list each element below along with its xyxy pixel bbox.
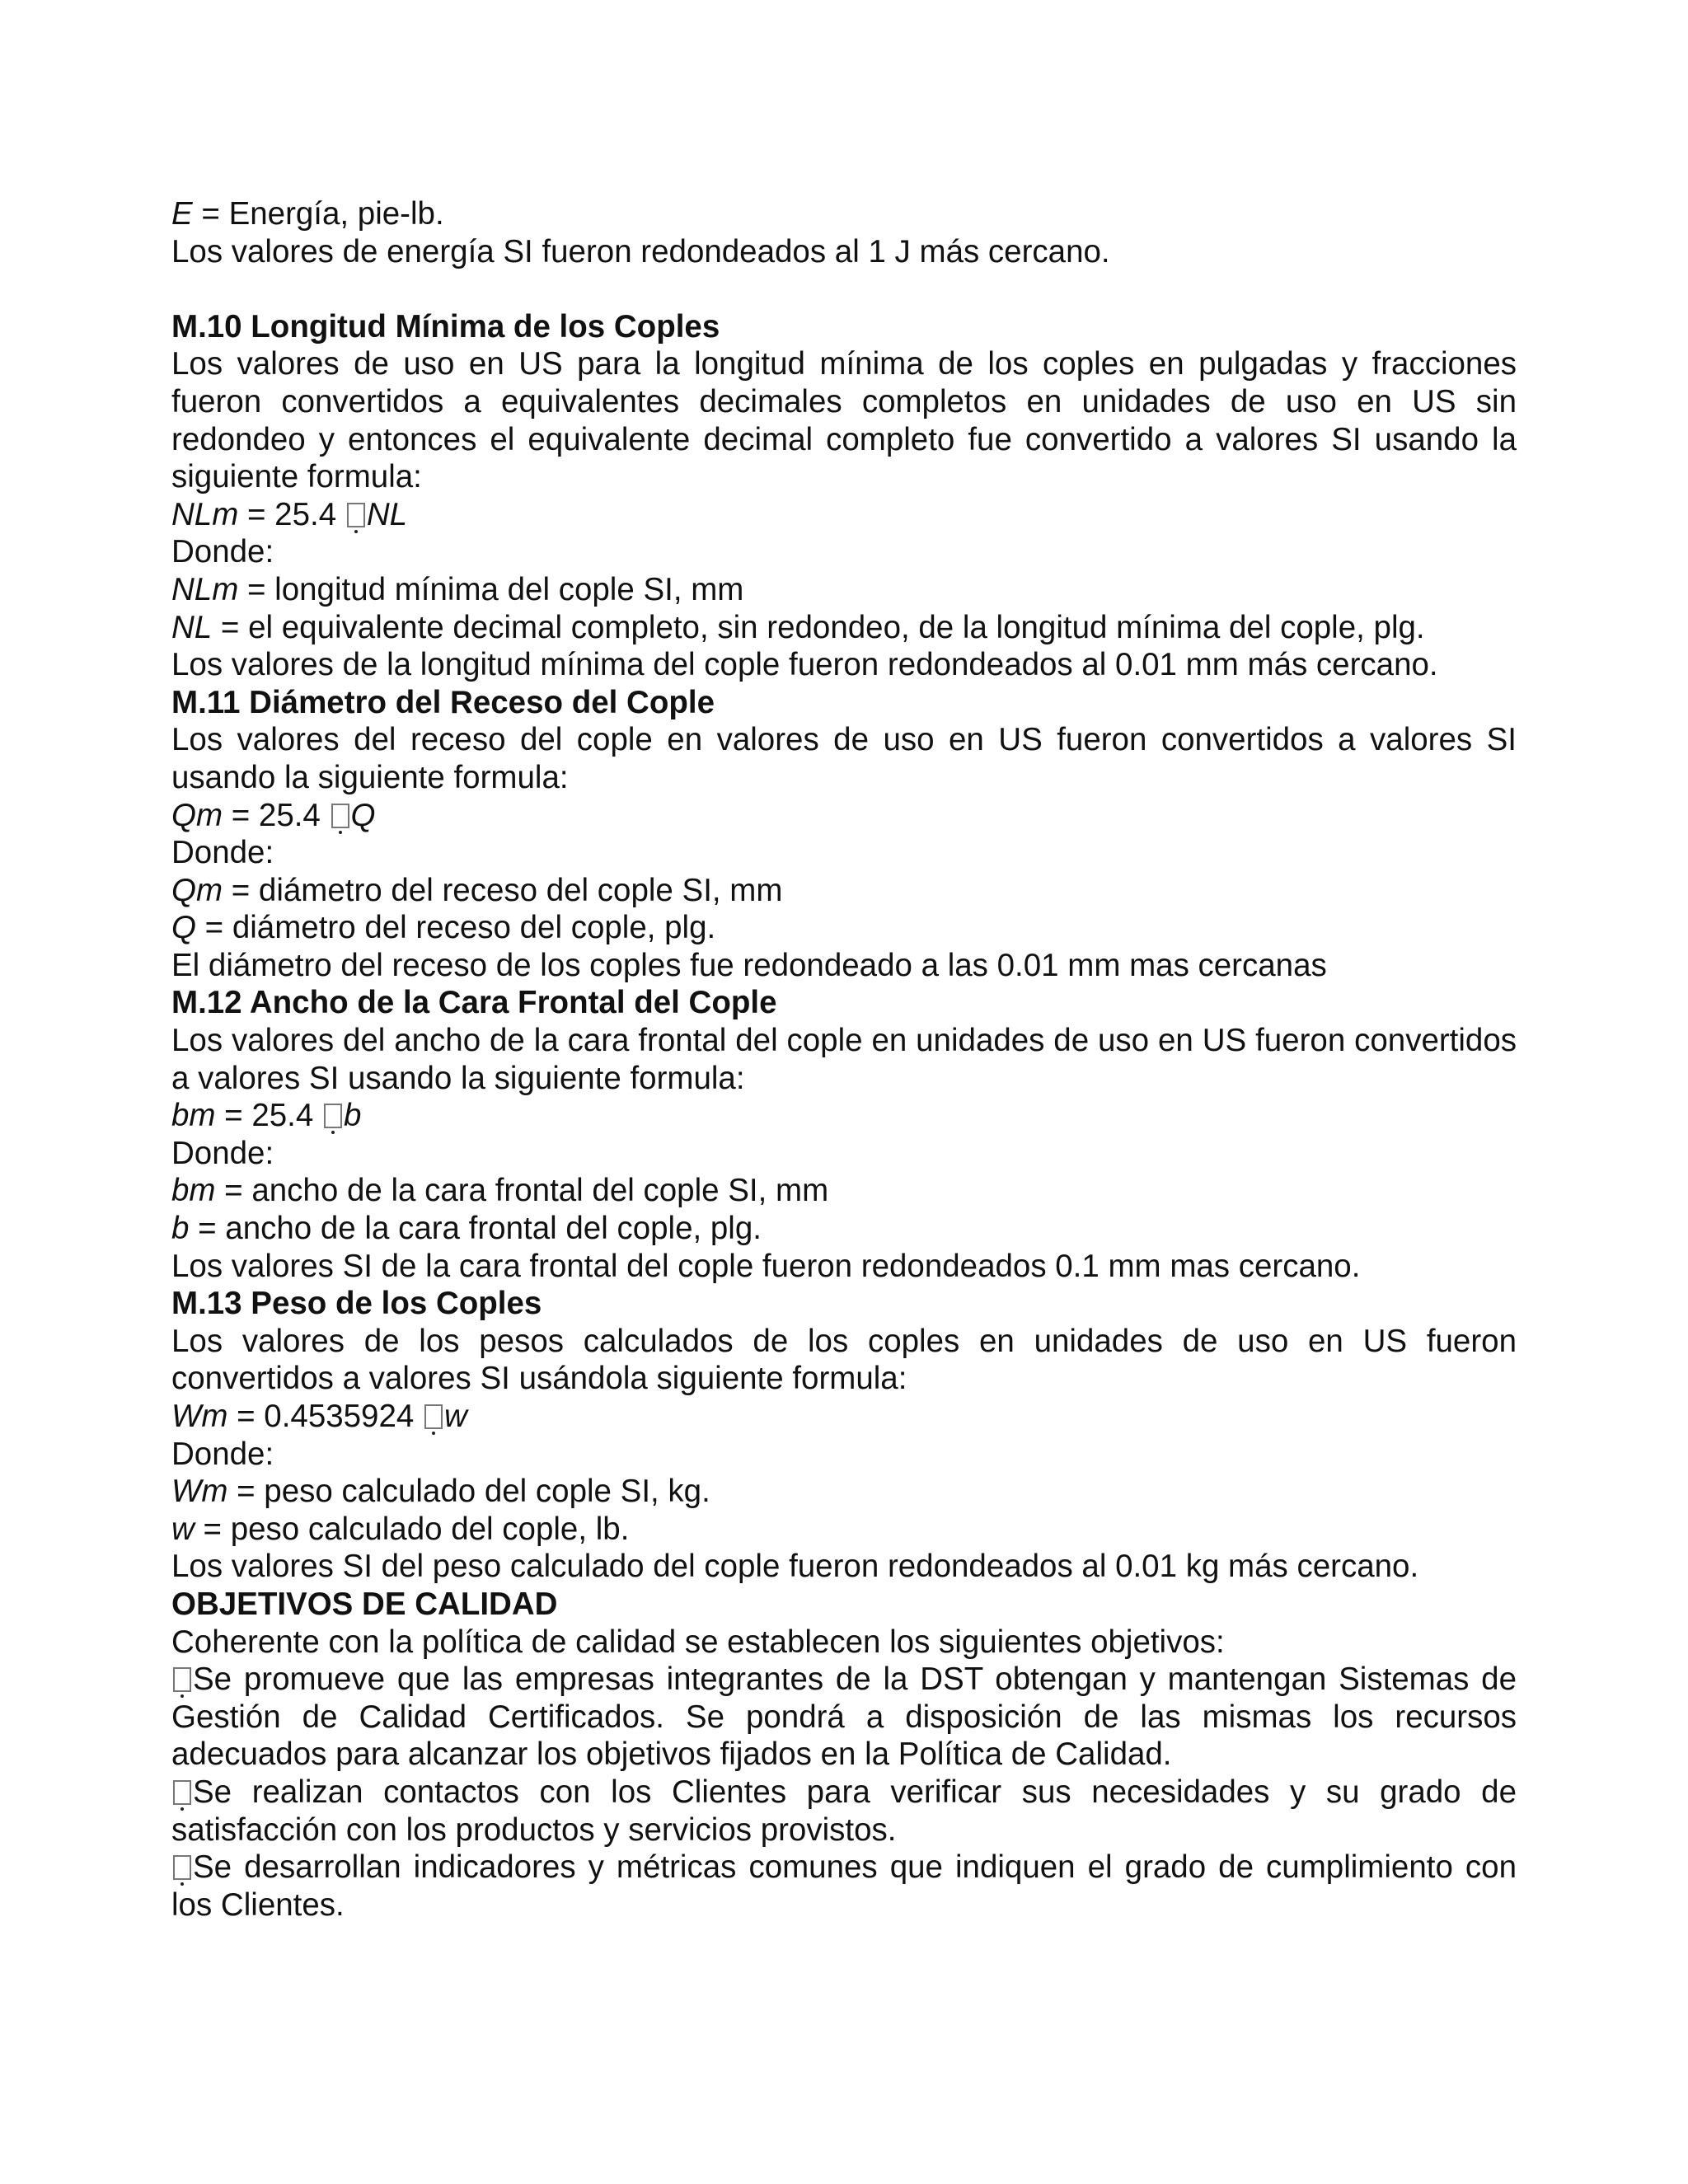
energy-definition <box>171 195 1517 233</box>
quality-intro: Coherente con la política de calidad se establecen los siguientes objetivos: <box>171 1624 1225 1660</box>
paragraph-m13: Los valores de los pesos calculados de los coples en unidades de uso en US fueron convertidos a valores SI usándola siguiente formula: <box>171 1323 1517 1397</box>
definition-text: = ancho de la cara frontal del cople SI, mm <box>215 1173 829 1209</box>
definition-text: = peso calculado del cople, lb. <box>194 1511 630 1547</box>
quality-objective-item <box>171 1849 1517 1924</box>
definition-symbol: Q <box>171 910 196 946</box>
spacer <box>171 270 1517 308</box>
rounding-note-m10: Los valores de la longitud mínima del cople fueron redondeados al 0.01 mm más cercano. <box>171 647 1438 683</box>
definition-line <box>171 609 1517 647</box>
rounding-note-m12: Los valores SI de la cara frontal del cople fueron redondeados 0.1 mm mas cercano. <box>171 1248 1361 1284</box>
where-label: Donde: <box>171 1436 274 1472</box>
definition-line <box>171 1210 1517 1248</box>
definition-symbol: w <box>171 1511 195 1547</box>
missing-bullet-glyph-icon <box>173 1780 191 1805</box>
energy-rounding-note: Los valores de energía SI fueron redondeados al 1 J más cercano. <box>171 233 1110 269</box>
missing-multiply-glyph-icon <box>424 1404 443 1429</box>
definition-text: = longitud mínima del cople SI, mm <box>238 571 744 607</box>
definition-text: = el equivalente decimal completo, sin redondeo, de la longitud mínima del cople, plg. <box>212 609 1425 645</box>
where-label: Donde: <box>171 534 274 570</box>
energy-definition-text: = Energía, pie-lb. <box>192 196 444 232</box>
missing-bullet-glyph-icon <box>173 1855 191 1880</box>
paragraph-m11: Los valores del receso del cople en valores de uso en US fueron convertidos a valores SI usando la siguiente formula: <box>171 722 1517 795</box>
where-label: Donde: <box>171 1135 274 1171</box>
rounding-note-m11: El diámetro del receso de los coples fue redondeado a las 0.01 mm mas cercanas <box>171 947 1327 983</box>
section-heading-m10: M.10 Longitud Mínima de los Coples <box>171 308 720 344</box>
definition-line <box>171 571 1517 609</box>
definition-symbol: b <box>171 1211 190 1247</box>
missing-bullet-glyph-icon <box>173 1667 191 1692</box>
formula-rhs: w <box>444 1399 467 1434</box>
formula-constant: = 25.4 <box>238 496 345 532</box>
section-heading-m12: M.12 Ancho de la Cara Frontal del Cople <box>171 985 777 1021</box>
section-heading-m11: M.11 Diámetro del Receso del Cople <box>171 684 715 720</box>
formula-rhs: NL <box>366 496 408 532</box>
formula-lhs: NLm <box>171 496 239 532</box>
definition-text: = ancho de la cara frontal del cople, plg. <box>189 1211 762 1247</box>
formula-constant: = 25.4 <box>215 1098 322 1134</box>
definition-symbol: bm <box>171 1173 216 1209</box>
missing-multiply-glyph-icon <box>347 503 365 527</box>
definition-symbol: Wm <box>171 1474 228 1510</box>
definition-text: = diámetro del receso del cople, plg. <box>195 910 716 946</box>
formula-constant: = 0.4535924 <box>227 1399 423 1434</box>
quality-objective-text: Se realizan contactos con los Clientes para verificar sus necesidades y su grado de satisfacción con los productos y servicios provistos. <box>171 1774 1517 1848</box>
formula-rhs: Q <box>350 797 376 833</box>
paragraph-m12: Los valores del ancho de la cara frontal del cople en unidades de uso en US fueron convertidos a valores SI usando la siguiente formula: <box>171 1023 1517 1096</box>
definition-text: = diámetro del receso del cople SI, mm <box>223 872 783 908</box>
quality-objective-item <box>171 1774 1517 1849</box>
missing-multiply-glyph-icon <box>331 804 349 828</box>
quality-objective-text: Se promueve que las empresas integrantes de la DST obtengan y mantengan Sistemas de Gestión de Calidad Certificados. Se pondrá a disposición de las mismas los recursos adecuados para alcanzar los objetivos fijados en la Política de Calidad. <box>171 1661 1517 1773</box>
definition-symbol: NLm <box>171 571 239 607</box>
where-label: Donde: <box>171 835 274 871</box>
definition-text: = peso calculado del cople SI, kg. <box>227 1474 710 1510</box>
formula-constant: = 25.4 <box>223 797 330 833</box>
rounding-note-m13: Los valores SI del peso calculado del cople fueron redondeados al 0.01 kg más cercano. <box>171 1549 1419 1585</box>
energy-symbol: E <box>171 196 193 232</box>
formula-lhs: Wm <box>171 1399 228 1434</box>
formula-lhs: Qm <box>171 797 223 833</box>
definition-line <box>171 872 1517 910</box>
definition-line <box>171 1511 1517 1549</box>
formula-m11 <box>171 797 1517 835</box>
document-page <box>171 195 1517 1924</box>
definition-line <box>171 1473 1517 1511</box>
formula-m12 <box>171 1097 1517 1135</box>
section-heading-m13: M.13 Peso de los Coples <box>171 1286 542 1322</box>
formula-rhs: b <box>344 1098 362 1134</box>
definition-symbol: NL <box>171 609 213 645</box>
formula-m10 <box>171 496 1517 534</box>
missing-multiply-glyph-icon <box>324 1104 342 1128</box>
formula-m13 <box>171 1398 1517 1436</box>
definition-line <box>171 1172 1517 1210</box>
definition-line <box>171 909 1517 947</box>
quality-objective-item <box>171 1661 1517 1774</box>
formula-lhs: bm <box>171 1098 216 1134</box>
section-heading-quality: OBJETIVOS DE CALIDAD <box>171 1586 558 1622</box>
paragraph-m10: Los valores de uso en US para la longitud mínima de los coples en pulgadas y fracciones fueron convertidos a equivalentes decimales completos en unidades de uso en US sin redondeo y entonces el equivalente decimal completo fue convertido a valores SI usando la siguiente formula: <box>171 346 1517 495</box>
definition-symbol: Qm <box>171 872 223 908</box>
quality-objective-text: Se desarrollan indicadores y métricas comunes que indiquen el grado de cumplimiento con los Clientes. <box>171 1849 1517 1923</box>
